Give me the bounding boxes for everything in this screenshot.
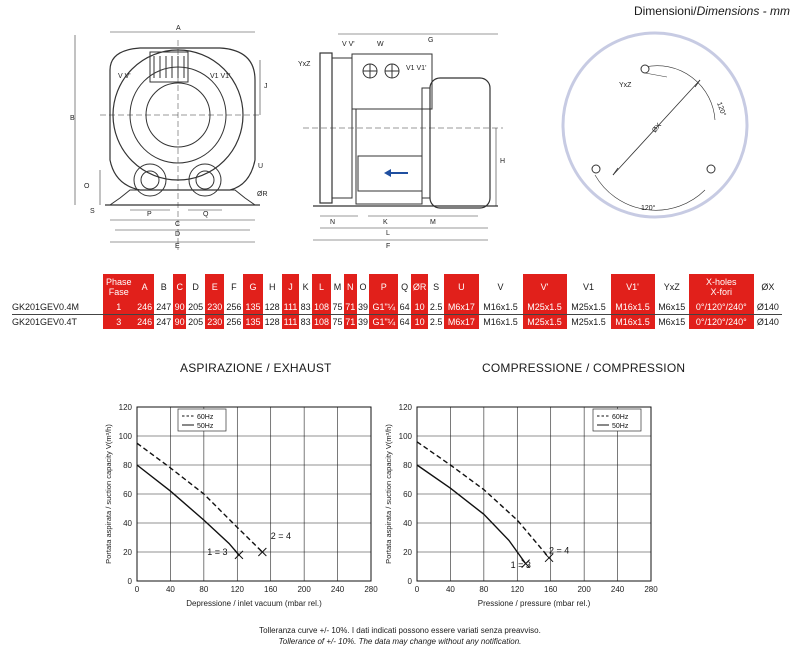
table-cell: 75: [331, 300, 344, 315]
svg-text:120°: 120°: [641, 205, 656, 212]
annotation-label: 2 = 4: [549, 545, 570, 556]
table-cell: 10: [411, 300, 428, 315]
model-cell: GK201GEV0.4M: [12, 300, 103, 315]
table-header: Q: [401, 282, 409, 292]
svg-text:M: M: [430, 219, 436, 226]
table-cell: 39: [357, 316, 368, 327]
x-tick-label: 240: [330, 585, 345, 594]
y-axis-label: Portata aspirata / suction capacity V(m³/h): [384, 424, 393, 564]
x-tick-label: 120: [230, 585, 244, 594]
y-tick-label: 120: [398, 403, 412, 412]
table-header: V': [523, 274, 567, 300]
table-header: V1': [611, 274, 655, 300]
table-cell: M6x15: [658, 316, 686, 327]
x-tick-label: 160: [264, 585, 278, 594]
table-cell: 230: [205, 300, 224, 315]
table-cell: 135: [243, 300, 262, 315]
svg-text:YxZ: YxZ: [619, 82, 632, 89]
annotation-label: 1 = 3: [510, 559, 531, 570]
table-cell: 0°/120°/240°: [689, 300, 754, 315]
table-cell: M25x1.5: [523, 315, 567, 329]
legend-label: 60Hz: [197, 414, 214, 421]
table-cell: 230: [205, 315, 224, 329]
y-tick-label: 20: [403, 548, 412, 557]
x-tick-label: 240: [610, 585, 625, 594]
table-cell: 256: [224, 300, 243, 315]
table-header: P: [369, 274, 398, 300]
table-cell: 246: [135, 300, 154, 315]
y-tick-label: 100: [118, 432, 132, 441]
table-row: [12, 300, 782, 315]
x-tick-label: 280: [364, 585, 378, 594]
y-tick-label: 60: [123, 490, 132, 499]
table-cell: 90: [173, 300, 186, 315]
table-cell: M25x1.5: [523, 300, 567, 315]
svg-text:W: W: [377, 41, 384, 48]
y-tick-label: 80: [403, 461, 412, 470]
table-cell: G1"¼: [369, 300, 398, 315]
table-cell: 90: [173, 315, 186, 329]
svg-text:L: L: [386, 230, 390, 237]
table-header: F: [231, 282, 237, 292]
table-cell: 3: [103, 315, 136, 329]
table-cell: 64: [398, 300, 411, 315]
y-tick-label: 0: [127, 577, 132, 586]
table-header: Phase Fase: [103, 274, 136, 300]
x-tick-label: 0: [134, 585, 140, 594]
table-cell: 10: [411, 315, 428, 329]
y-tick-label: 40: [123, 519, 132, 528]
y-tick-label: 0: [407, 577, 412, 586]
x-tick-label: 280: [644, 585, 658, 594]
dimensions-label-it: Dimensioni/: [633, 4, 697, 18]
table-cell: 83: [300, 316, 311, 327]
svg-text:C: C: [175, 221, 181, 228]
dimensions-title: [560, 4, 790, 18]
y-tick-label: 80: [123, 461, 132, 470]
table-header: G: [243, 274, 262, 300]
series-line-50Hz: [137, 465, 239, 555]
svg-text:V V': V V': [342, 41, 355, 48]
svg-text:J: J: [264, 83, 268, 90]
y-tick-label: 60: [403, 490, 412, 499]
table-row: [12, 315, 782, 329]
x-tick-label: 200: [577, 585, 591, 594]
table-cell: 247: [156, 316, 172, 327]
table-header: S: [433, 282, 440, 292]
x-tick-label: 160: [544, 585, 558, 594]
table-header: C: [173, 274, 186, 300]
chart-title-exhaust: ASPIRAZIONE / EXHAUST: [180, 361, 332, 375]
table-cell: 71: [344, 300, 357, 315]
svg-text:O: O: [84, 183, 90, 190]
table-header: N: [344, 274, 357, 300]
annotation-label: 1 = 3: [207, 546, 228, 557]
spec-table: [12, 274, 782, 329]
table-cell: M6x17: [444, 300, 478, 315]
table-cell: 39: [357, 300, 370, 315]
y-axis-label: Portata aspirata / suction capacity V(m³/h): [104, 424, 113, 564]
x-tick-label: 80: [479, 585, 489, 594]
x-tick-label: 120: [510, 585, 524, 594]
table-cell: 128: [264, 316, 280, 327]
legend-label: 50Hz: [197, 423, 214, 430]
svg-text:A: A: [176, 25, 181, 32]
table-header: X-holes X-fori: [689, 274, 754, 300]
table-cell: 71: [344, 315, 357, 329]
table-cell: 2.5: [429, 316, 443, 327]
table-header: O: [359, 282, 367, 292]
svg-text:D: D: [175, 231, 181, 238]
side-view-drawing: [298, 28, 520, 253]
series-line-60Hz: [137, 443, 262, 552]
svg-text:S: S: [90, 208, 95, 215]
table-cell: 205: [188, 316, 204, 327]
svg-text:YxZ: YxZ: [298, 61, 311, 68]
dimensions-label-en: Dimensions - mm: [696, 4, 790, 18]
table-cell: 1: [103, 300, 136, 315]
table-cell: M6x15: [655, 300, 689, 315]
table-cell: 111: [282, 300, 299, 315]
svg-text:K: K: [383, 219, 388, 226]
table-cell: 108: [312, 315, 331, 329]
model-cell: GK201GEV0.4T: [12, 316, 78, 327]
table-header: YxZ: [663, 282, 680, 292]
x-tick-label: 40: [165, 585, 175, 594]
table-cell: 108: [312, 300, 331, 315]
x-axis-label: Depressione / inlet vacuum (mbar rel.): [186, 599, 322, 608]
svg-text:V V': V V': [118, 73, 131, 80]
table-header: H: [268, 282, 276, 292]
table-header: ØX: [761, 282, 775, 292]
annotation-label: 2 = 4: [270, 530, 291, 541]
legend-label: 60Hz: [612, 414, 629, 421]
svg-text:Q: Q: [203, 211, 209, 218]
table-header: A: [135, 274, 154, 300]
svg-text:G: G: [428, 37, 434, 44]
table-header: M: [333, 282, 342, 292]
svg-text:U: U: [258, 163, 264, 170]
table-cell: 128: [263, 300, 282, 315]
table-cell: M16x1.5: [611, 315, 655, 329]
flange-drawing: [555, 25, 765, 225]
svg-text:H: H: [500, 158, 506, 165]
table-header: ØR: [411, 274, 428, 300]
table-cell: 0°/120°/240°: [689, 315, 754, 329]
svg-text:V1 V1': V1 V1': [210, 73, 231, 80]
front-view-drawing: [70, 20, 300, 255]
svg-text:P: P: [147, 211, 152, 218]
x-tick-label: 0: [414, 585, 420, 594]
y-tick-label: 40: [403, 519, 412, 528]
table-header: L: [312, 274, 331, 300]
x-tick-label: 200: [297, 585, 311, 594]
y-tick-label: 100: [398, 432, 412, 441]
svg-text:N: N: [330, 219, 336, 226]
footer-note-it: Tolleranza curve +/- 10%. I dati indicati possono essere variati senza preavviso.: [259, 626, 541, 635]
table-header: B: [160, 282, 167, 292]
table-cell: 246: [135, 315, 154, 329]
y-tick-label: 20: [123, 548, 132, 557]
x-tick-label: 40: [445, 585, 455, 594]
table-header: V: [497, 282, 504, 292]
table-header: E: [205, 274, 224, 300]
series-line-60Hz: [417, 442, 549, 558]
table-cell: M16x1.5: [483, 316, 518, 327]
legend-label: 50Hz: [612, 423, 629, 430]
table-cell: 256: [226, 316, 242, 327]
table-cell: 111: [282, 315, 299, 329]
y-tick-label: 120: [118, 403, 132, 412]
table-cell: 83: [299, 300, 312, 315]
compression-chart: [370, 390, 680, 615]
table-cell: 2.5: [428, 300, 444, 315]
table-header: U: [444, 274, 478, 300]
table-cell: M25x1.5: [571, 316, 606, 327]
table-cell: 205: [186, 300, 205, 315]
table-header: J: [282, 274, 299, 300]
table-cell: Ø140: [754, 300, 782, 315]
table-header: K: [302, 282, 309, 292]
x-axis-label: Pressione / pressure (mbar rel.): [477, 599, 591, 608]
table-cell: 135: [243, 315, 262, 329]
table-cell: M6x17: [444, 315, 478, 329]
svg-text:V1 V1': V1 V1': [406, 65, 427, 72]
table-cell: G1"¼: [369, 315, 398, 329]
exhaust-chart: [90, 390, 400, 615]
table-cell: M16x1.5: [611, 300, 655, 315]
footer-note-en: Tollerance of +/- 10%. The data may change without any notification.: [278, 637, 522, 646]
svg-text:E: E: [175, 243, 180, 250]
table-header: V1: [583, 282, 595, 292]
svg-text:F: F: [386, 243, 391, 250]
table-cell: 247: [154, 300, 173, 315]
table-cell: Ø140: [756, 316, 779, 327]
table-cell: M25x1.5: [567, 300, 611, 315]
svg-text:ØR: ØR: [257, 191, 268, 198]
table-header: D: [192, 282, 199, 292]
svg-text:B: B: [70, 115, 75, 122]
svg-text:ØX: ØX: [651, 122, 664, 135]
table-cell: 64: [399, 316, 410, 327]
table-cell: M16x1.5: [479, 300, 523, 315]
x-tick-label: 80: [199, 585, 209, 594]
chart-title-compression: COMPRESSIONE / COMPRESSION: [482, 361, 686, 375]
table-corner: [12, 274, 103, 300]
table-cell: 75: [332, 316, 343, 327]
svg-text:120°: 120°: [715, 101, 727, 118]
